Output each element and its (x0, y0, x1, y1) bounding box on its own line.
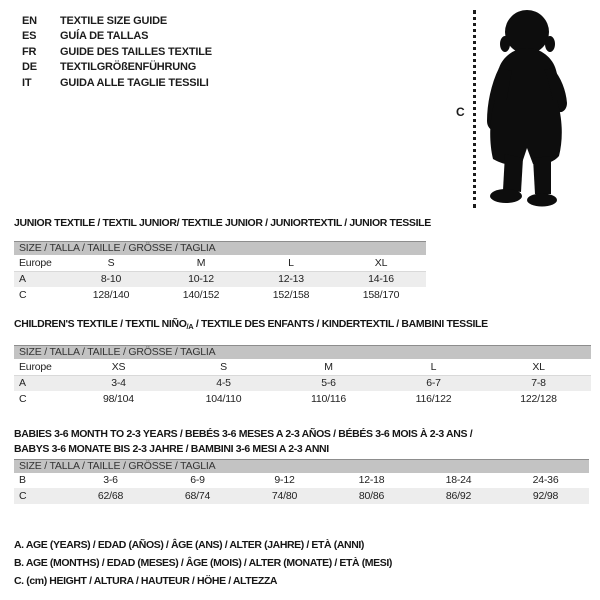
column-header: XL (336, 255, 426, 272)
cell: 6-7 (381, 376, 486, 391)
language-code: IT (22, 76, 32, 89)
legend-line-b: B. AGE (MONTHS) / EDAD (MESES) / ÂGE (MOIS) / ALTER (MONATE) / ETÀ (MESI) (14, 557, 392, 569)
cell: 8-10 (66, 272, 156, 287)
region-label: Europe (14, 359, 66, 376)
section-title-children (14, 318, 488, 331)
column-header: S (171, 359, 276, 376)
legend-line-a: A. AGE (YEARS) / EDAD (AÑOS) / ÂGE (ANS) / ALTER (JAHRE) / ETÀ (ANNI) (14, 539, 365, 551)
table-row-b (14, 473, 589, 488)
row-label: A (14, 272, 66, 287)
row-label: A (14, 376, 66, 391)
section-title-junior: JUNIOR TEXTILE / TEXTIL JUNIOR/ TEXTILE JUNIOR / JUNIORTEXTIL / JUNIOR TESSILE (14, 217, 431, 229)
size-header-text: SIZE / TALLA / TAILLE / GRÖSSE / TAGLIA (14, 242, 426, 255)
title-part: / TEXTILE DES ENFANTS / KINDERTEXTIL / BAMBINI TESSILE (193, 318, 488, 330)
language-title: TEXTILE SIZE GUIDE (60, 14, 168, 27)
measurement-legend (14, 536, 392, 590)
language-title: GUÍA DE TALLAS (60, 30, 149, 43)
cell: 12-13 (246, 272, 336, 287)
language-title: GUIDE DES TAILLES TEXTILE (60, 45, 212, 58)
size-header-text: SIZE / TALLA / TAILLE / GRÖSSE / TAGLIA (14, 460, 589, 473)
cell: 3-6 (103, 474, 118, 486)
column-header: M (276, 359, 381, 376)
title-line-1: BABIES 3-6 MONTH TO 2-3 YEARS / BEBÉS 3-6 MESES A 2-3 AÑOS / BÉBÉS 3-6 MOIS À 2-3 ANS / (14, 428, 473, 440)
cell: 140/152 (182, 288, 220, 301)
cell: 152/158 (272, 288, 310, 301)
language-title: GUIDA ALLE TAGLIE TESSILI (60, 76, 209, 89)
language-row-en (22, 13, 212, 29)
cell: 7-8 (486, 376, 591, 391)
section-title-babies (14, 427, 472, 456)
cell: 3-4 (66, 376, 171, 391)
cell: 62/68 (67, 488, 154, 504)
cell: 4-5 (171, 376, 276, 391)
cell: 104/110 (205, 392, 242, 405)
table-row-a (14, 272, 426, 287)
row-label: C (19, 392, 27, 405)
cell: 122/128 (520, 392, 557, 405)
table-row-a (14, 376, 591, 391)
cell: 74/80 (241, 488, 328, 504)
language-code: FR (22, 45, 37, 58)
cell: 128/140 (92, 288, 130, 301)
cell: 9-12 (274, 474, 295, 486)
cell: 12-18 (358, 474, 385, 486)
language-title-list (22, 13, 212, 91)
height-measure-label: C (456, 105, 465, 119)
cell: 80/86 (328, 488, 415, 504)
junior-size-table (14, 241, 426, 303)
cell: 10-12 (156, 272, 246, 287)
column-header: S (66, 255, 156, 272)
baby-silhouette-icon (481, 8, 573, 207)
column-header-row (14, 255, 426, 272)
babies-size-table (14, 459, 589, 504)
cell: 92/98 (502, 488, 589, 504)
column-header: XS (66, 359, 171, 376)
column-header: L (381, 359, 486, 376)
size-header-bar (14, 346, 591, 359)
title-subscript: /A (186, 322, 194, 331)
cell: 24-36 (532, 474, 559, 486)
column-header-row (14, 359, 591, 376)
column-header: XL (486, 359, 591, 376)
region-label: Europe (14, 255, 66, 272)
cell: 98/104 (103, 392, 134, 405)
table-row-c (14, 287, 426, 303)
row-label: C (14, 488, 67, 504)
table-row-c (14, 391, 591, 407)
language-row-es (22, 29, 212, 45)
cell: 116/122 (415, 392, 452, 405)
title-part: CHILDREN'S TEXTILE / TEXTIL NIÑO (14, 318, 187, 330)
row-label: B (19, 474, 26, 486)
size-header-bar (14, 460, 589, 473)
cell: 5-6 (276, 376, 381, 391)
language-row-de (22, 60, 212, 76)
size-header-text: SIZE / TALLA / TAILLE / GRÖSSE / TAGLIA (14, 346, 591, 359)
legend-line-c: C. (cm) HEIGHT / ALTURA / HAUTEUR / HÖHE / ALTEZZA (14, 575, 278, 587)
cell: 14-16 (336, 272, 426, 287)
language-code: DE (22, 61, 37, 74)
height-measure-dotted-line (473, 10, 476, 208)
row-label: C (19, 288, 27, 301)
cell: 18-24 (445, 474, 472, 486)
language-code: ES (22, 30, 37, 43)
cell: 158/170 (362, 288, 400, 301)
language-row-fr (22, 44, 212, 60)
cell: 86/92 (415, 488, 502, 504)
column-header: L (246, 255, 336, 272)
cell: 68/74 (154, 488, 241, 504)
column-header: M (156, 255, 246, 272)
language-code: EN (22, 14, 37, 27)
table-row-c (14, 488, 589, 504)
language-title: TEXTILGRÖßENFÜHRUNG (60, 61, 197, 74)
cell: 6-9 (190, 474, 205, 486)
children-size-table (14, 345, 591, 407)
cell: 110/116 (311, 392, 346, 405)
language-row-it (22, 75, 212, 91)
title-line-2: BABYS 3-6 MONATE BIS 2-3 JAHRE / BAMBINI 3-6 MESI A 2-3 ANNI (14, 442, 329, 455)
size-header-bar (14, 242, 426, 255)
